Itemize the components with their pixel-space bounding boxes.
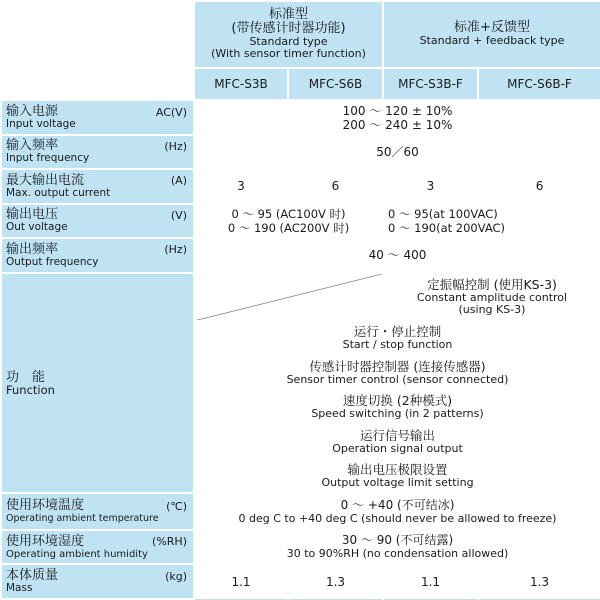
- ambient-humidity-value: [194, 530, 600, 564]
- voltage-limit-en: Output voltage limit setting: [321, 476, 474, 490]
- input-frequency-unit: (Hz): [164, 139, 187, 153]
- ambient-temp-line1: 0 ～ +40 (不可结冰): [340, 497, 455, 512]
- out-voltage-feedback-line2: 0 ～ 190(at 200VAC): [388, 220, 506, 235]
- function-start-stop: [194, 321, 600, 355]
- ambient-humidity-line1: 30 ～ 90 (不可结露): [341, 533, 454, 548]
- constant-amplitude-en: Constant amplitude control: [416, 290, 568, 304]
- input-frequency-value: [194, 135, 600, 169]
- ambient-temp-en: Operating ambient temperature: [6, 513, 159, 525]
- out-frequency-text: 40 ～ 400: [368, 248, 427, 263]
- mass-mfc-s6b-f: 1.3: [478, 564, 600, 599]
- out-frequency-label: [1, 238, 194, 272]
- function-constant-amplitude: [383, 273, 600, 322]
- corner-cell: [1, 1, 194, 100]
- model-mfc-s6b: MFC-S6B: [288, 68, 383, 100]
- constant-amplitude-en-sub: (using KS-3): [458, 302, 526, 316]
- ambient-humidity-label: [1, 530, 194, 564]
- function-label: [1, 273, 194, 494]
- out-frequency-zh: 输出频率: [6, 241, 59, 257]
- standard-type-en-sub: (With sensor timer function): [211, 47, 366, 61]
- sensor-timer-en: Sensor timer control (sensor connected): [286, 372, 509, 386]
- input-voltage-en: Input voltage: [6, 118, 76, 131]
- ambient-temp-label: [1, 493, 194, 529]
- max-current-mfc-s3b: 3: [194, 169, 288, 203]
- out-voltage-zh: 输出电压: [6, 207, 59, 223]
- feedback-type-header: [383, 1, 600, 68]
- ambient-temp-zh: 使用环境温度: [6, 498, 85, 514]
- function-zh: 功 能: [6, 369, 46, 385]
- input-voltage-line2: 200 ～ 240 ± 10%: [342, 117, 453, 132]
- ambient-humidity-line2: 30 to 90%RH (no condensation allowed): [286, 547, 509, 561]
- standard-type-header: [194, 1, 383, 68]
- input-voltage-unit: AC(V): [155, 105, 187, 119]
- model-mfc-s6b-f: MFC-S6B-F: [478, 68, 600, 100]
- function-not-applicable: [194, 273, 383, 322]
- feedback-type-zh: 标准+反馈型: [454, 20, 530, 36]
- speed-switching-zh: 速度切换 (2种模式): [342, 393, 453, 409]
- max-current-unit: (A): [170, 174, 187, 188]
- out-voltage-standard-line2: 0 ～ 190 (AC200V 时): [227, 220, 350, 235]
- input-frequency-zh: 输入频率: [6, 138, 59, 154]
- mass-mfc-s6b: 1.3: [288, 564, 383, 599]
- max-current-mfc-s6b-f: 6: [478, 169, 600, 203]
- input-frequency-en: Input frequency: [6, 152, 90, 165]
- start-stop-en: Start / stop function: [342, 338, 453, 352]
- sensor-timer-zh: 传感计时器控制器 (连接传感器): [309, 358, 486, 374]
- constant-amplitude-zh: 定振幅控制 (使用KS-3): [427, 276, 557, 292]
- input-voltage-zh: 输入电源: [6, 104, 59, 120]
- out-voltage-feedback-line1: 0 ～ 95(at 100VAC): [388, 206, 498, 221]
- out-frequency-unit: (Hz): [164, 243, 187, 257]
- max-current-mfc-s6b: 6: [288, 169, 383, 203]
- ambient-humidity-unit: (%RH): [152, 535, 187, 549]
- out-frequency-value: [194, 238, 600, 272]
- standard-type-zh-sub: (带传感计时器功能): [231, 21, 346, 37]
- ambient-temp-value: [194, 493, 600, 529]
- max-current-zh: 最大输出电流: [6, 172, 85, 188]
- model-mfc-s3b-f: MFC-S3B-F: [383, 68, 478, 100]
- out-voltage-standard-line1: 0 ～ 95 (AC100V 时): [231, 206, 346, 221]
- out-frequency-en: Output frequency: [6, 255, 99, 268]
- standard-type-zh: 标准型: [268, 7, 308, 23]
- function-speed-switching: [194, 390, 600, 424]
- out-voltage-feedback: [383, 204, 600, 238]
- function-en: Function: [6, 382, 55, 397]
- input-voltage-label: [1, 100, 194, 134]
- ambient-temp-line2: 0 deg C to +40 deg C (should never be allowed to freeze): [238, 511, 557, 525]
- input-voltage-value: [194, 100, 600, 134]
- operation-signal-zh: 运行信号输出: [360, 427, 436, 443]
- out-voltage-en: Out voltage: [6, 221, 68, 234]
- operation-signal-en: Operation signal output: [332, 441, 463, 455]
- start-stop-zh: 运行・停止控制: [353, 324, 442, 340]
- mass-mfc-s3b: 1.1: [194, 564, 288, 599]
- out-voltage-label: [1, 204, 194, 238]
- input-frequency-label: [1, 135, 194, 169]
- mass-en: Mass: [6, 582, 33, 595]
- function-voltage-limit: [194, 459, 600, 493]
- ambient-temp-unit: (℃): [166, 499, 187, 513]
- input-frequency-text: 50／60: [376, 144, 419, 159]
- input-voltage-line1: 100 ～ 120 ± 10%: [342, 103, 453, 118]
- max-current-label: [1, 169, 194, 203]
- mass-mfc-s3b-f: 1.1: [383, 564, 478, 599]
- mass-unit: (kg): [165, 569, 187, 583]
- out-voltage-standard: [194, 204, 383, 238]
- function-operation-signal: [194, 425, 600, 459]
- standard-type-en: Standard type: [249, 35, 328, 49]
- diagonal-line: [195, 274, 382, 321]
- ambient-humidity-en: Operating ambient humidity: [6, 548, 148, 560]
- ambient-humidity-zh: 使用环境湿度: [6, 533, 85, 549]
- model-mfc-s3b: MFC-S3B: [194, 68, 288, 100]
- out-voltage-unit: (V): [170, 208, 187, 222]
- speed-switching-en: Speed switching (in 2 patterns): [311, 407, 484, 421]
- max-current-mfc-s3b-f: 3: [383, 169, 478, 203]
- mass-label: [1, 564, 194, 599]
- voltage-limit-zh: 输出电压极限设置: [347, 462, 448, 478]
- function-sensor-timer: [194, 356, 600, 390]
- max-current-en: Max. output current: [6, 186, 111, 199]
- mass-zh: 本体质量: [6, 568, 59, 584]
- feedback-type-en: Standard + feedback type: [419, 34, 565, 48]
